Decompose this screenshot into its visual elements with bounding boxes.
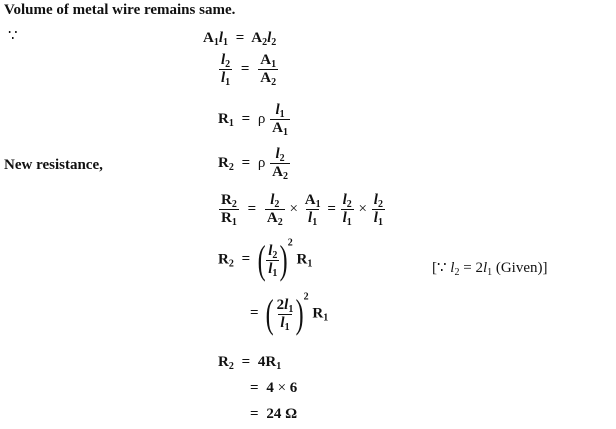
equation-substitution: = ( $\frac{2l_1}{l_1}$ )$^2$ $R_1$ <box>250 291 329 336</box>
equation-ratio: $\frac{l_2}{l_1}$ = $\frac{A_1}{A_2}$ <box>221 52 277 88</box>
equation-r2: $R_2 = \rho$ $\frac{l_2}{A_2}$ <box>218 146 288 182</box>
because-symbol: ∵ <box>8 28 18 44</box>
new-resistance-label: New resistance, <box>4 157 103 173</box>
equation-volume: $A_1l_1 = A_2l_2$ <box>203 30 277 48</box>
equation-r2-result: $R_2 = 4R_1$ <box>218 354 282 372</box>
equation-resistance-ratio: $\frac{R_2}{R_1}$ = $\frac{l_2}{A_2}$ × $\frac{A_1}{l_1}$ = $\frac{l_2}{l_1}$ × $\frac{l_2}{l_1}$ <box>221 192 383 228</box>
equation-r1: $R_1 = \rho$ $\frac{l_1}{A_1}$ <box>218 102 288 138</box>
equation-r2-squared: $R_2$ = ( $\frac{l_2}{l_1}$ )$^2$ $R_1$ <box>218 237 313 282</box>
equation-product: = 4 × 6 <box>250 380 298 396</box>
equation-final-answer: = 24 Ω <box>250 406 298 422</box>
page-heading: Volume of metal wire remains same. <box>4 2 236 18</box>
given-note: [∵ $l_2 = 2l_1$ (Given)] <box>432 260 548 278</box>
